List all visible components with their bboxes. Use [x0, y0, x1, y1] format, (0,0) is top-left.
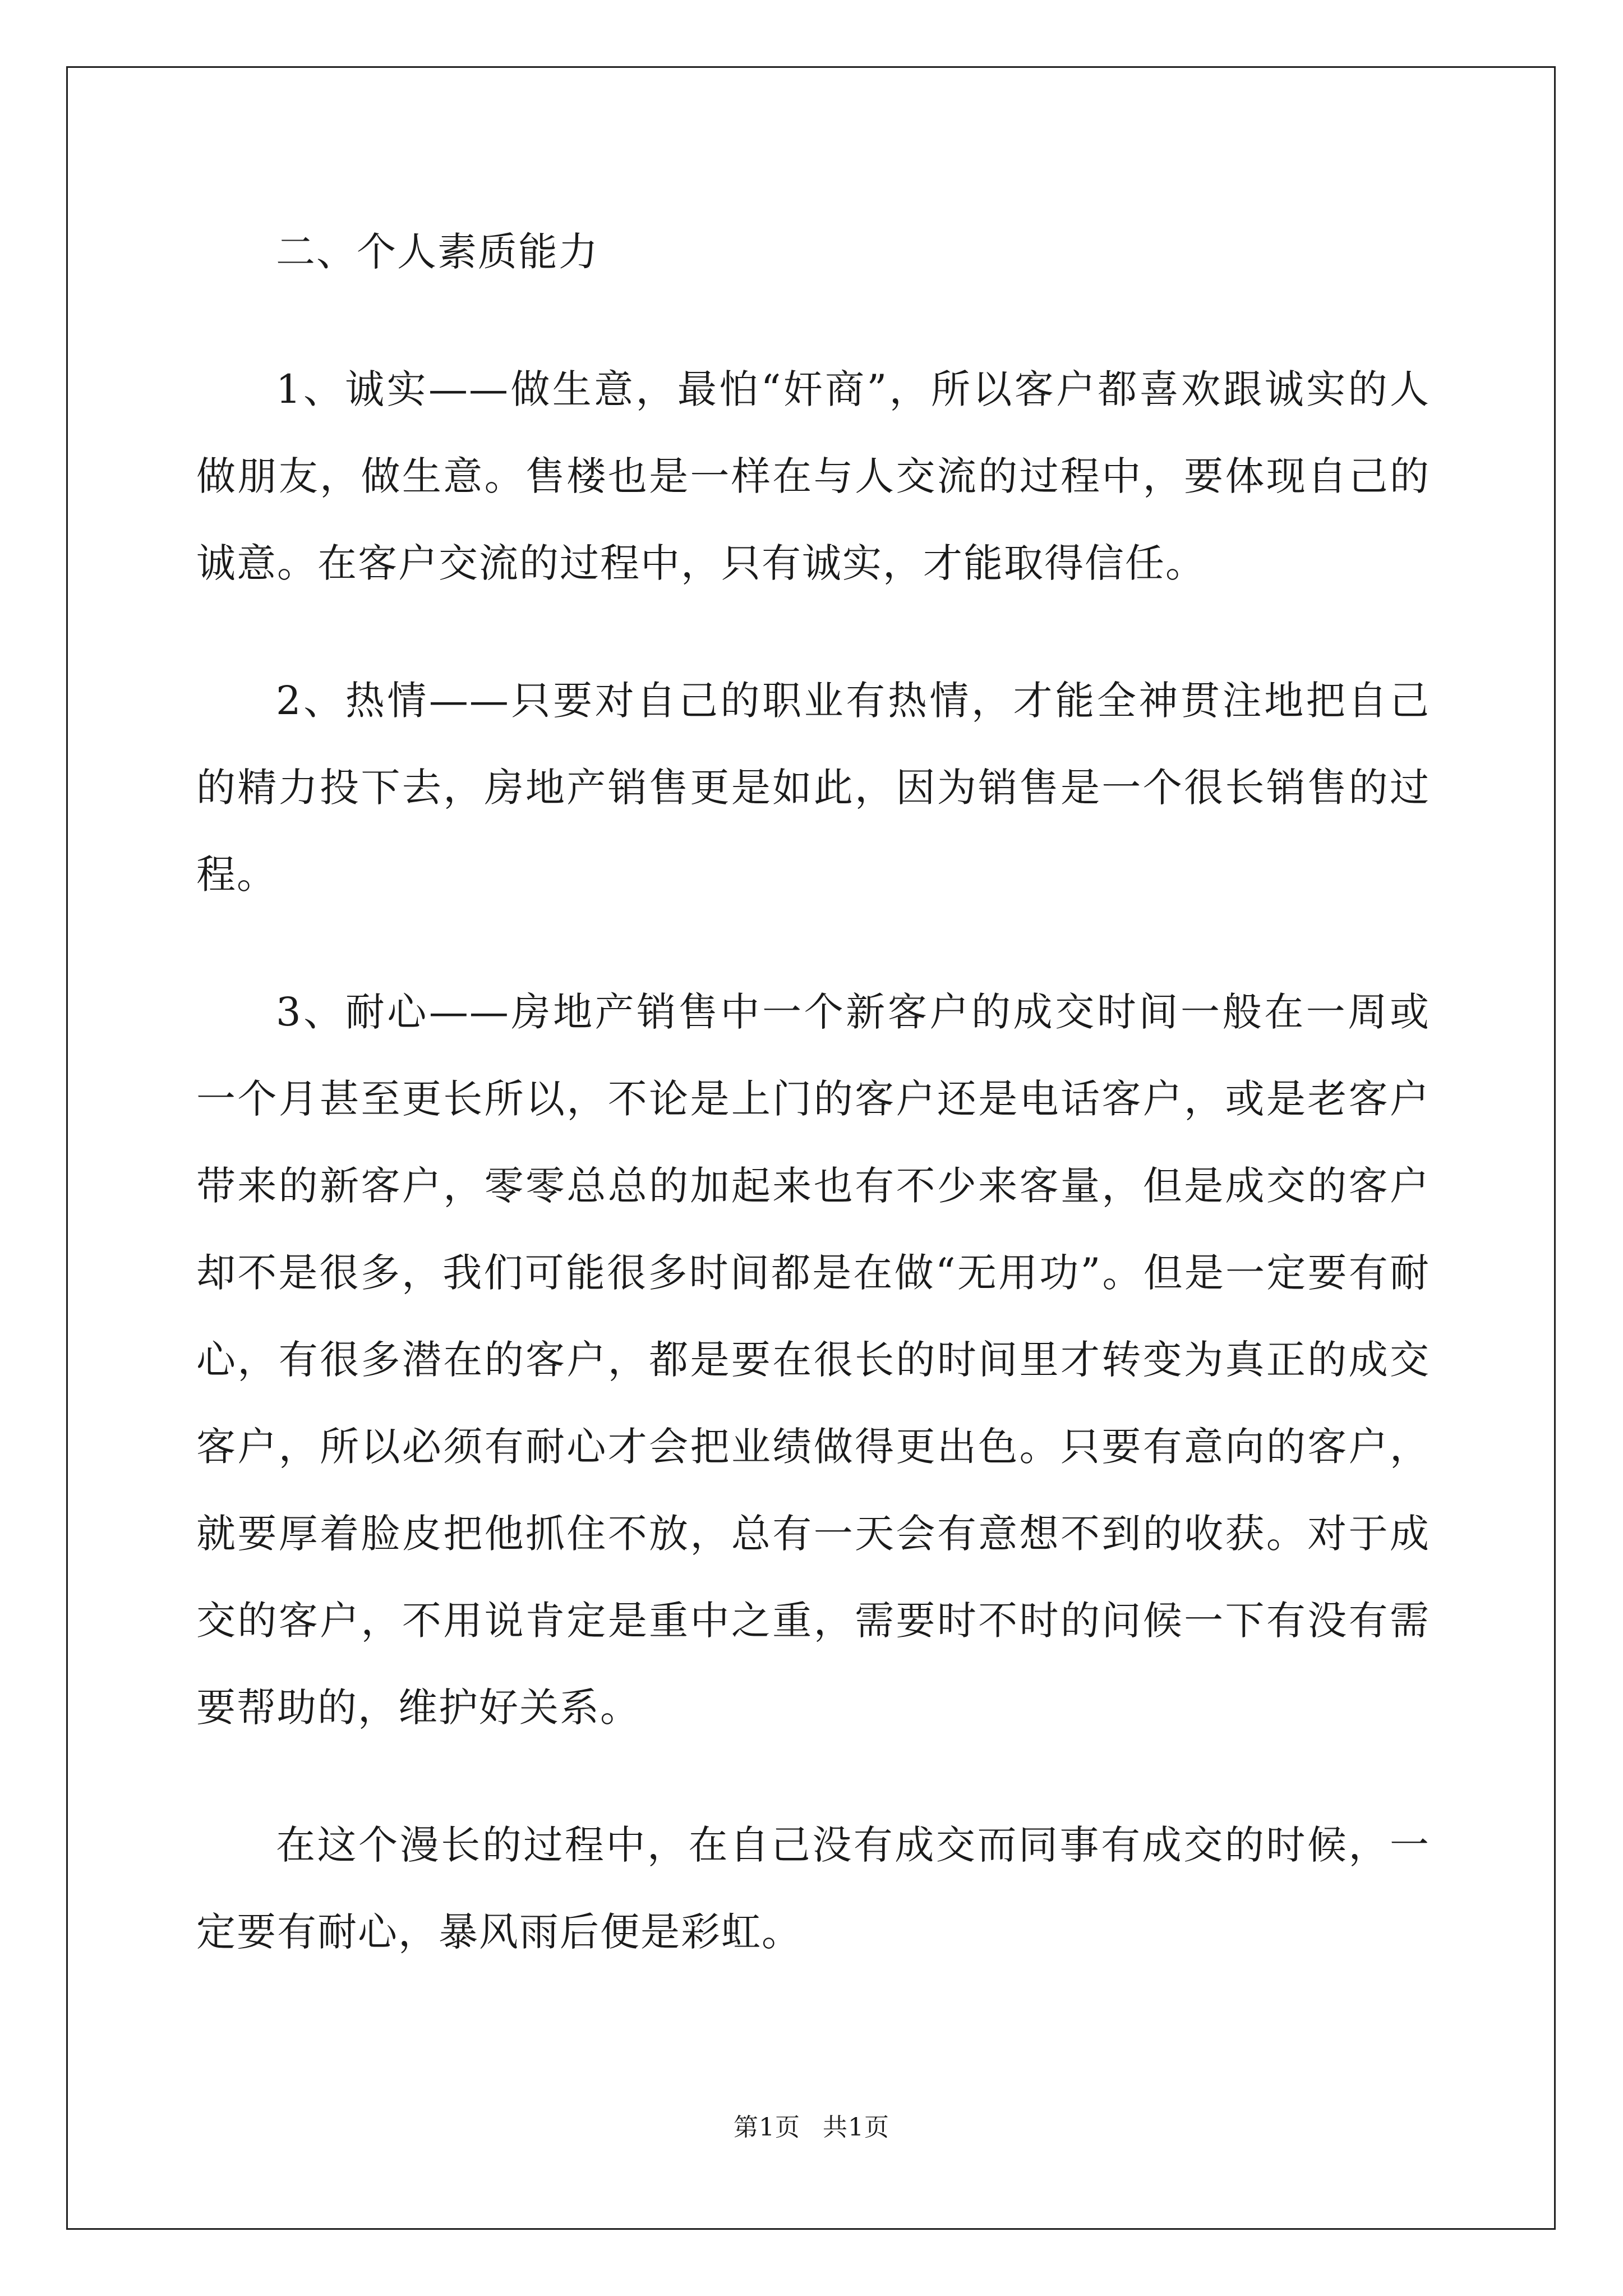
paragraph-enthusiasm: 2、热情——只要对自己的职业有热情，才能全神贯注地把自己的精力投下去，房地产销售更是如此，因为销售是一个很长销售的过程。: [196, 678, 1430, 898]
paragraph-conclusion: 在这个漫长的过程中，在自己没有成交而同事有成交的时候，一定要有耐心，暴风雨后便是彩虹。: [196, 1822, 1430, 1955]
section-heading: 二、个人素质能力: [276, 229, 599, 275]
page-footer: [0, 2111, 1623, 2145]
paragraph-patience: 3、耐心——房地产销售中一个新客户的成交时间一般在一周或一个月甚至更长所以，不论是上门的客户还是电话客户，或是老客户带来的新客户，零零总总的加起来也有不少来客量，但是成交的客户却不是很多，我们可能很多时间都是在做“无用功”。但是一定要有耐心，有很多潜在的客户，都是要在很长的时间里才转变为真正的成交客户，所以必须有耐心才会把业绩做得更出色。只要有意向的客户，就要厚着脸皮把他抓住不放，总有一天会有意想不到的收获。对于成交的客户，不用说肯定是重中之重，需要时不时的问候一下有没有需要帮助的，维护好关系。: [196, 989, 1430, 1731]
paragraph-honesty: 1、诚实——做生意，最怕“奸商”，所以客户都喜欢跟诚实的人做朋友，做生意。售楼也是一样在与人交流的过程中，要体现自己的诚意。在客户交流的过程中，只有诚实，才能取得信任。: [196, 366, 1430, 586]
total-pages: 共1页: [823, 2113, 889, 2142]
document-body: [196, 209, 1430, 2026]
page-number: 第1页: [734, 2113, 800, 2142]
